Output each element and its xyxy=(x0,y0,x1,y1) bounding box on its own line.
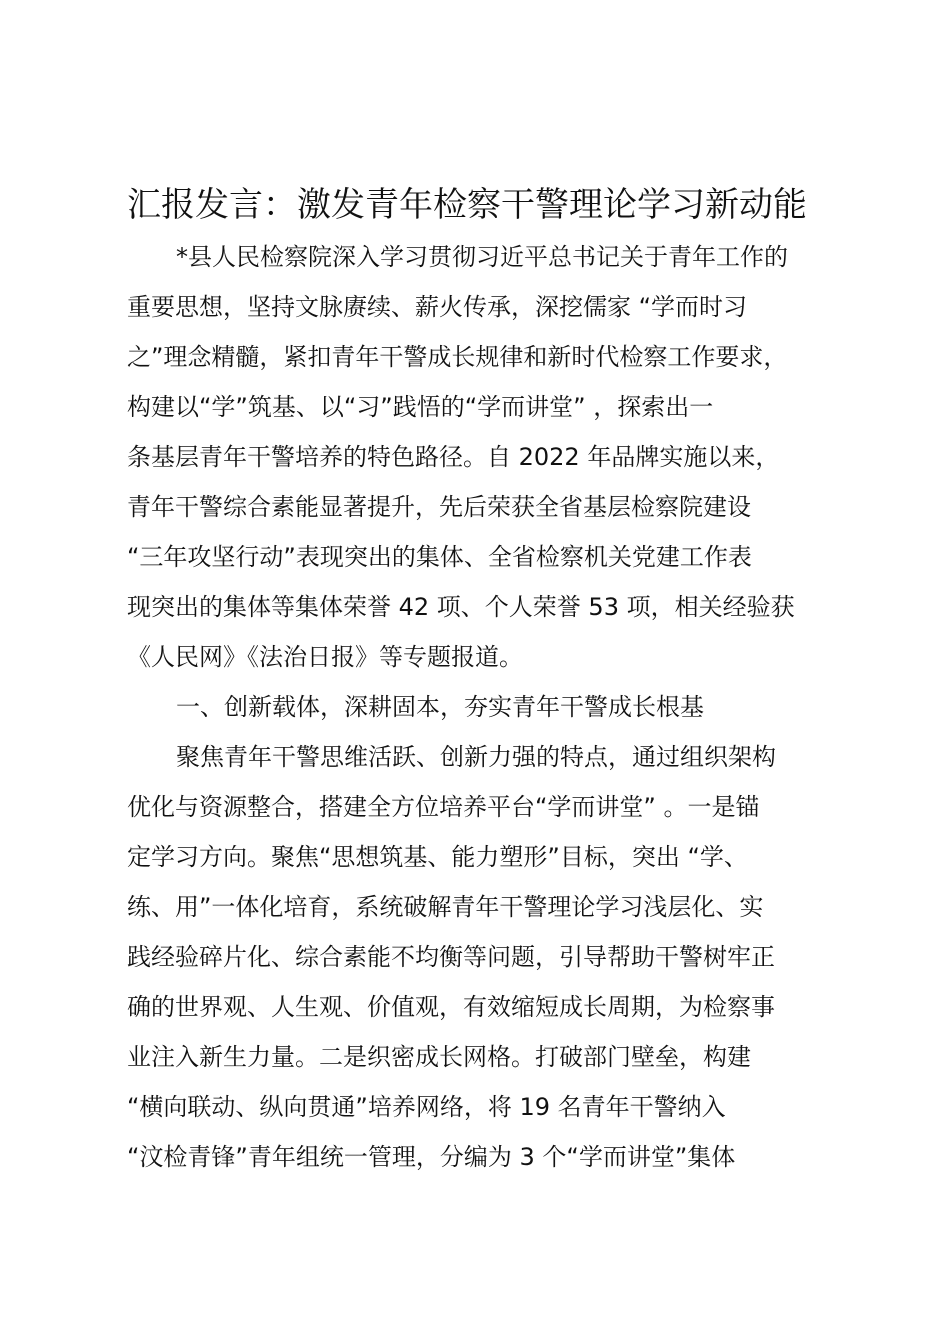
paragraph-2-line-5: 践经验碎片化、综合素能不均衡等问题，引导帮助干警树牢正 xyxy=(127,943,775,971)
paragraph-2-line-8: “横向联动、纵向贯通”培养网络，将 19 名青年干警纳入 xyxy=(127,1093,726,1121)
paragraph-1-line-9: 《人民网》《法治日报》等专题报道。 xyxy=(127,643,523,671)
document-title: 汇报发言：激发青年检察干警理论学习新动能 xyxy=(127,185,807,225)
paragraph-2-line-6: 确的世界观、人生观、价值观，有效缩短成长周期，为检察事 xyxy=(127,993,775,1021)
paragraph-1-line-5: 条基层青年干警培养的特色路径。自 2022 年品牌实施以来， xyxy=(127,443,780,471)
paragraph-1-line-2: 重要思想，坚持文脉赓续、薪火传承，深挖儒家 “学而时习 xyxy=(127,293,748,321)
paragraph-2-line-4: 练、用”一体化培育，系统破解青年干警理论学习浅层化、实 xyxy=(127,893,764,921)
paragraph-1-line-8: 现突出的集体等集体荣誉 42 项、个人荣誉 53 项，相关经验获 xyxy=(127,593,795,621)
paragraph-2-line-1: 聚焦青年干警思维活跃、创新力强的特点，通过组织架构 xyxy=(176,743,776,771)
section-heading-1: 一、创新载体，深耕固本，夯实青年干警成长根基 xyxy=(176,693,704,721)
paragraph-1-line-6: 青年干警综合素能显著提升，先后荣获全省基层检察院建设 xyxy=(127,493,751,521)
paragraph-2-line-7: 业注入新生力量。二是织密成长网格。打破部门壁垒，构建 xyxy=(127,1043,751,1071)
paragraph-1-line-4: 构建以“学”筑基、以“习”践悟的“学而讲堂” ，探索出一 xyxy=(127,393,714,421)
paragraph-2-line-3: 定学习方向。聚焦“思想筑基、能力塑形”目标，突出 “学、 xyxy=(127,843,748,871)
paragraph-1-line-3: 之”理念精髓，紧扣青年干警成长规律和新时代检察工作要求， xyxy=(127,343,788,371)
paragraph-1-line-7: “三年攻坚行动”表现突出的集体、全省检察机关党建工作表 xyxy=(127,543,752,571)
paragraph-2-line-9: “汶检青锋”青年组统一管理，分编为 3 个“学而讲堂”集体 xyxy=(127,1143,736,1171)
paragraph-1-line-1: *县人民检察院深入学习贯彻习近平总书记关于青年工作的 xyxy=(176,243,788,271)
paragraph-2-line-2: 优化与资源整合，搭建全方位培养平台“学而讲堂” 。一是锚 xyxy=(127,793,760,821)
